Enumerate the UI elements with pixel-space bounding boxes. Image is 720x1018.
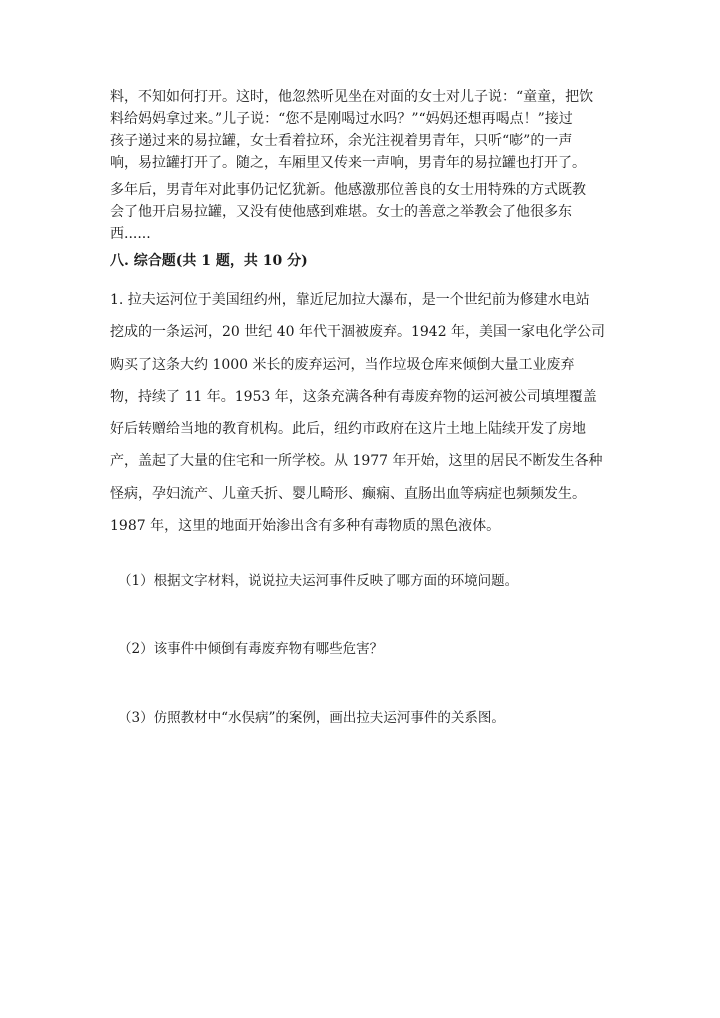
text-line: 怪病，孕妇流产、儿童夭折、婴儿畸形、癫痫、直肠出血等病症也频频发生。: [110, 485, 586, 502]
sub-question-3: （3）仿照教材中“水俣病”的案例，画出拉夫运河事件的关系图。: [118, 710, 505, 726]
text-line: 多年后，男青年对此事仍记忆犹新。他感激那位善良的女士用特殊的方式既教: [110, 182, 586, 198]
text-line: 好后转赠给当地的教育机构。此后，纽约市政府在这片土地上陆续开发了房地: [110, 421, 586, 438]
section-heading: 八. 综合题(共 1 题，共 10 分): [110, 253, 308, 269]
text-line: 响，易拉罐打开了。随之，车厢里又传来一声响，男青年的易拉罐也打开了。: [110, 155, 586, 171]
text-line: 1987 年，这里的地面开始渗出含有多种有毒物质的黑色液体。: [110, 518, 501, 535]
text-line: 料给妈妈拿过来。”儿子说：“您不是刚喝过水吗？”“妈妈还想再喝点！”接过: [110, 111, 573, 127]
text-line: 挖成的一条运河，20 世纪 40 年代干涸被废弃。1942 年，美国一家电化学公司: [110, 324, 606, 341]
story-paragraph: [110, 86, 610, 174]
text-line: 孩子递过来的易拉罐，女士看着拉环，余光注视着男青年，只听“嘭”的一声: [110, 133, 573, 149]
text-line: 物，持续了 11 年。1953 年，这条充满各种有毒废弃物的运河被公司填埋覆盖: [110, 388, 597, 405]
text-line: 1. 拉夫运河位于美国纽约州，靠近尼加拉大瀑布，是一个世纪前为修建水电站: [110, 292, 590, 308]
text-line: 会了他开启易拉罐，又没有使他感到难堪。女士的善意之举教会了他很多东: [110, 204, 572, 220]
ending-paragraph: [110, 179, 610, 245]
text-line: 料，不知如何打开。这时，他忽然听见坐在对面的女士对儿子说：“童童，把饮: [110, 89, 594, 105]
text-line: 产，盖起了大量的住宅和一所学校。从 1977 年开始，这里的居民不断发生各种: [110, 453, 603, 470]
sub-question-1: （1）根据文字材料，说说拉夫运河事件反映了哪方面的环境问题。: [118, 573, 519, 589]
text-line: 购买了这条大约 1000 米长的废弃运河，当作垃圾仓库来倾倒大量工业废弃: [110, 356, 575, 373]
text-line: 西......: [110, 226, 151, 242]
question-material: [110, 284, 610, 542]
sub-question-2: （2）该事件中倾倒有毒废弃物有哪些危害？: [118, 641, 384, 657]
